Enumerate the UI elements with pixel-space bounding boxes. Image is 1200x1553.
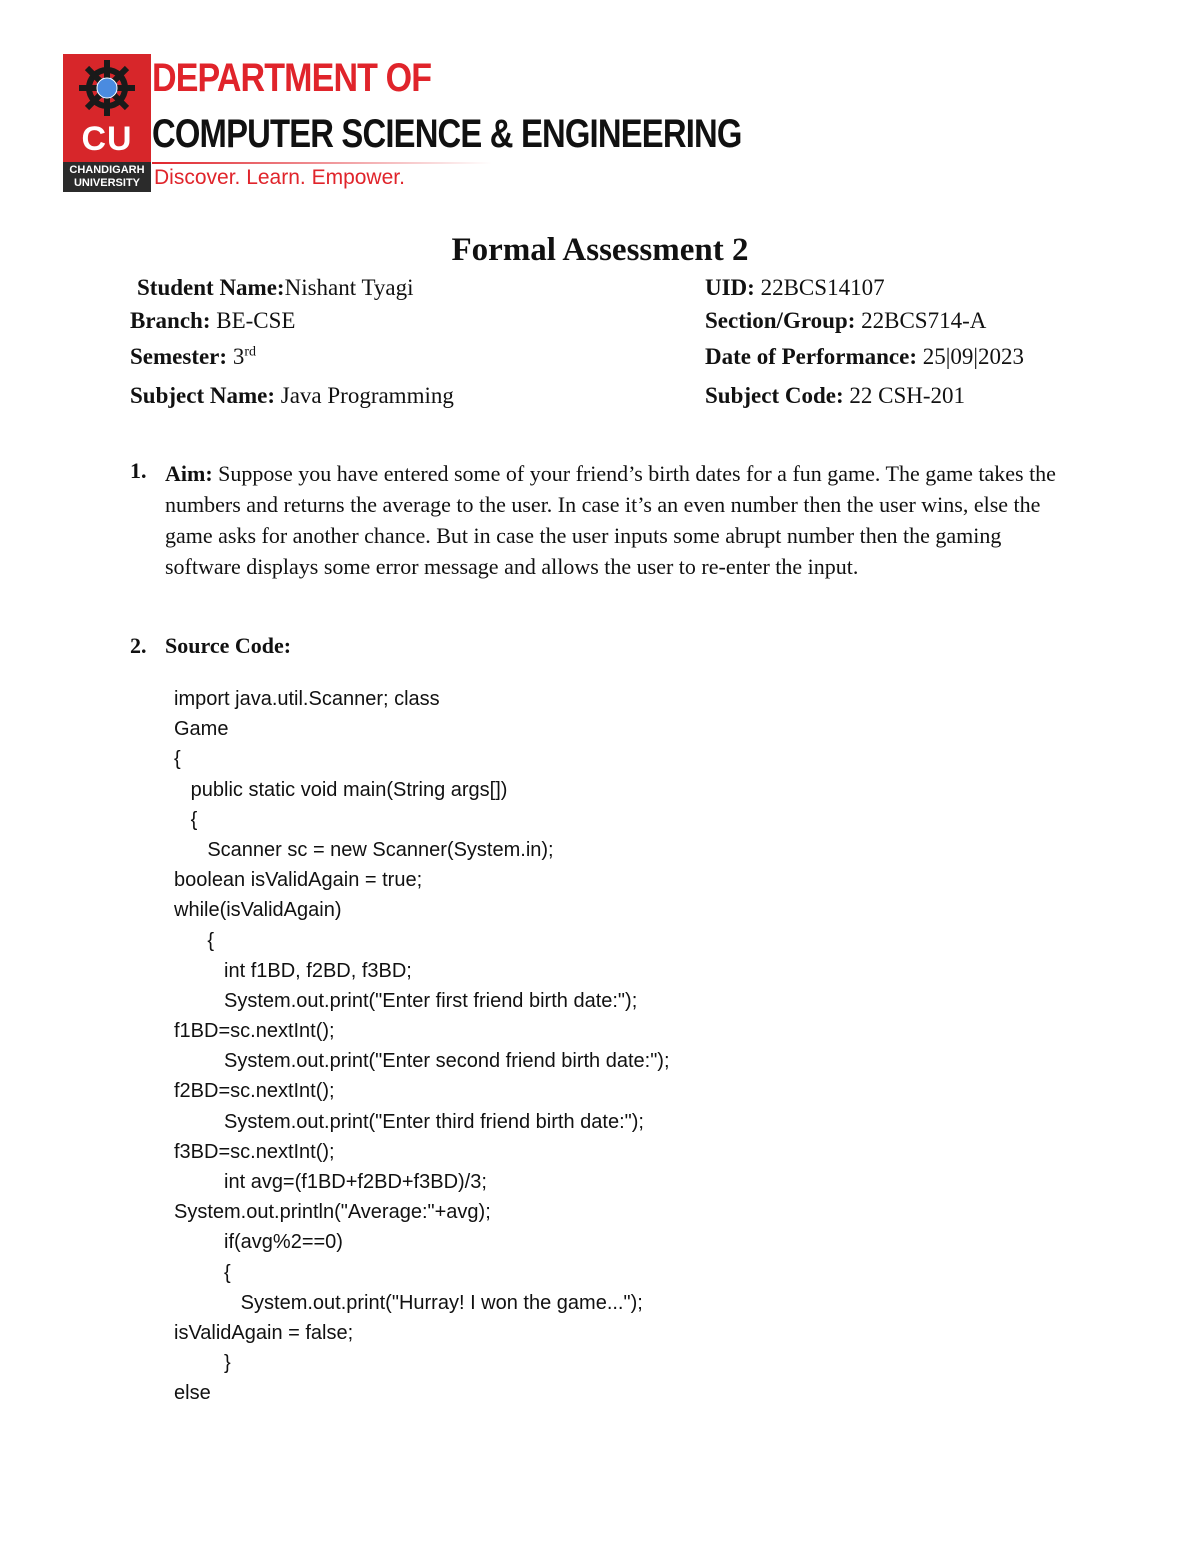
branch-value: BE-CSE	[216, 308, 296, 333]
section-value: 22BCS714-A	[861, 308, 987, 333]
aim-body: Suppose you have entered some of your friend’s birth dates for a fun game. The game takes the numbers and returns the average to the user. In case it’s an even number then the user wins, else the game asks for another chance. But in case the user inputs some abrupt number then the gaming software displays some error message and allows the user to re-enter the input.	[165, 461, 1056, 579]
branch-label: Branch:	[130, 308, 211, 333]
date-row	[705, 344, 1024, 370]
page-title: Formal Assessment 2	[451, 232, 749, 268]
university-logo	[63, 54, 151, 192]
code-line: f3BD=sc.nextInt();	[174, 1140, 335, 1163]
source-index: 2.	[130, 633, 147, 658]
tagline-divider	[152, 162, 492, 164]
code-line: int avg=(f1BD+f2BD+f3BD)/3;	[174, 1171, 487, 1193]
code-line: System.out.print("Hurray! I won the game...");	[174, 1291, 643, 1314]
logo-university-text: CHANDIGARH UNIVERSITY	[63, 162, 151, 192]
document-header	[63, 54, 763, 194]
date-label: Date of Performance:	[705, 344, 917, 369]
code-line: System.out.print("Enter third friend birth date:");	[174, 1110, 644, 1133]
code-line: Scanner sc = new Scanner(System.in);	[174, 838, 554, 861]
semester-label: Semester:	[130, 344, 228, 369]
code-line: while(isValidAgain)	[174, 899, 342, 922]
code-line: Game	[174, 718, 229, 741]
subject-code-row	[705, 383, 965, 409]
subject-name-value: Java Programming	[280, 383, 454, 408]
code-line: int f1BD, f2BD, f3BD;	[174, 959, 412, 982]
code-line: f2BD=sc.nextInt();	[174, 1080, 335, 1103]
code-line: {	[174, 929, 215, 952]
source-label: Source Code:	[165, 633, 292, 658]
code-line: public static void main(String args[])	[174, 778, 508, 801]
code-line: System.out.print("Enter first friend birth date:");	[174, 989, 638, 1012]
code-line: {	[174, 748, 181, 771]
code-line: System.out.println("Average:"+avg);	[174, 1201, 491, 1224]
university-tagline: Discover. Learn. Empower.	[154, 166, 405, 189]
code-line: f1BD=sc.nextInt();	[174, 1020, 335, 1043]
aim-paragraph	[165, 458, 1065, 582]
subject-code-label: Subject Code:	[705, 383, 844, 408]
code-line: isValidAgain = false;	[174, 1321, 354, 1344]
code-line: import java.util.Scanner; class	[174, 688, 440, 710]
section-label: Section/Group:	[705, 308, 856, 333]
semester-value: 3	[232, 344, 245, 369]
student-name-value: Nishant Tyagi	[284, 275, 414, 300]
code-line: {	[174, 1261, 231, 1284]
code-line: System.out.print("Enter second friend birth date:");	[174, 1050, 670, 1073]
gear-emblem-icon	[63, 54, 151, 120]
semester-row	[130, 344, 256, 370]
aim-index: 1.	[130, 458, 147, 483]
code-line: }	[174, 1352, 231, 1375]
subject-name-row	[130, 383, 454, 409]
semester-suffix: rd	[244, 344, 256, 360]
uid-row	[705, 275, 885, 301]
subject-code-value: 22 CSH-201	[849, 383, 966, 408]
student-name-label: Student Name:	[137, 275, 285, 300]
aim-label: Aim:	[165, 461, 213, 486]
section-row	[705, 308, 986, 334]
logo-cu-text: CU	[81, 120, 133, 158]
uid-label: UID:	[705, 275, 755, 300]
source-code-block	[174, 684, 670, 1409]
code-line: boolean isValidAgain = true;	[174, 869, 423, 892]
uid-value: 22BCS14107	[760, 275, 885, 300]
code-line: {	[174, 808, 198, 831]
code-line: if(avg%2==0)	[174, 1231, 343, 1254]
date-value: 25|09|2023	[922, 344, 1024, 369]
branch-row	[130, 308, 295, 334]
student-name-row	[137, 275, 414, 301]
department-line-2: COMPUTER SCIENCE & ENGINEERING	[152, 112, 742, 156]
department-line-1: DEPARTMENT OF	[152, 56, 432, 100]
code-line: else	[174, 1382, 211, 1405]
subject-name-label: Subject Name:	[130, 383, 275, 408]
